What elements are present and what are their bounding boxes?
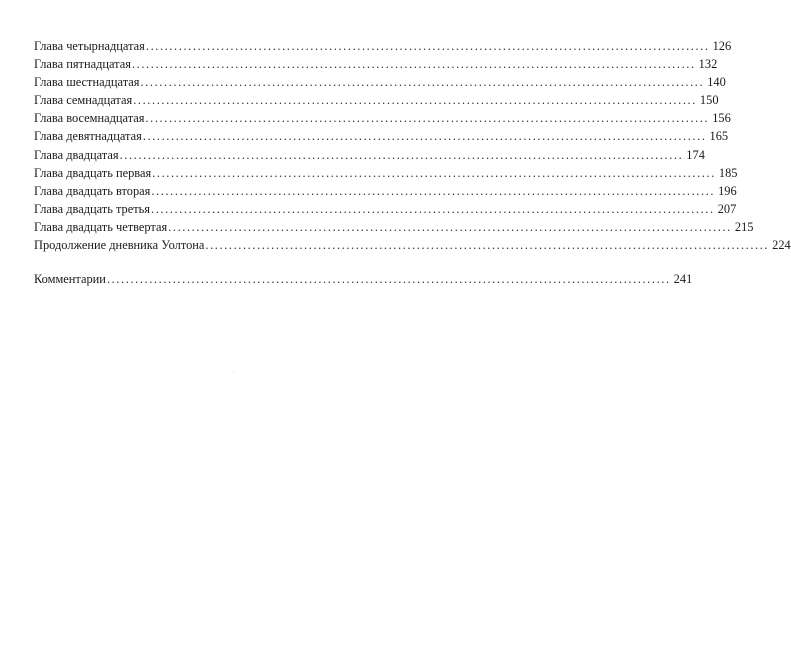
toc-entry-title: Глава двадцать вторая: [34, 183, 151, 198]
toc-entry-page: 185: [718, 165, 738, 180]
dot-leader: ........................................................................................................................: [133, 93, 697, 108]
toc-entry-page: 156: [712, 111, 731, 126]
toc-entry-page: 150: [699, 93, 719, 108]
dot-leader: ........................................................................................................................: [145, 111, 710, 126]
dot-leader: ........................................................................................................................: [151, 201, 715, 216]
toc-entry-title: Комментарии: [34, 272, 106, 287]
toc-entry: [34, 236, 791, 254]
dot-leader: ........................................................................................................................: [131, 57, 696, 72]
toc-entry-page: 140: [707, 75, 726, 90]
dot-leader: ........................................................................................................................: [145, 39, 710, 53]
toc-entry-title: Глава двадцатая: [34, 147, 119, 162]
toc-entry: [34, 91, 719, 109]
toc-entry-page: 241: [673, 272, 693, 287]
toc-entry-title: Глава шестнадцатая: [34, 75, 140, 90]
dot-leader: ........................................................................................................................: [106, 272, 671, 287]
toc-entry-title: Глава девятнадцатая: [34, 129, 142, 144]
toc-entry-page: 207: [717, 201, 737, 216]
toc-entry: [34, 270, 693, 288]
toc-entry: [34, 182, 737, 200]
toc-entry: [34, 73, 726, 91]
toc-entry: [34, 127, 729, 145]
toc-entry-page: 165: [709, 129, 729, 144]
toc-entry: [34, 146, 705, 164]
toc-entry-title: Глава двадцать третья: [34, 201, 150, 216]
toc-entry-title: Глава двадцать четвертая: [34, 219, 168, 234]
dot-leader: ........................................................................................................................: [205, 238, 770, 253]
toc-entry-page: 224: [772, 238, 791, 253]
toc-entry: [34, 218, 754, 236]
toc-entry-title: Глава восемнадцатая: [34, 111, 145, 126]
paper-speck: [233, 372, 234, 373]
dot-leader: ........................................................................................................................: [119, 147, 684, 162]
toc-entry-page: 174: [686, 147, 705, 162]
dot-leader: ........................................................................................................................: [142, 129, 707, 144]
toc-entry: [34, 55, 718, 73]
toc-entry: [34, 200, 737, 218]
toc-entry-page: 126: [712, 39, 732, 53]
table-of-contents: [34, 37, 791, 288]
toc-entry: [34, 164, 738, 182]
dot-leader: ........................................................................................................................: [152, 165, 716, 180]
toc-entry-title: Глава четырнадцатая: [34, 39, 145, 53]
dot-leader: ........................................................................................................................: [151, 183, 716, 198]
toc-entry-page: 215: [734, 219, 754, 234]
dot-leader: ........................................................................................................................: [140, 75, 705, 90]
toc-entry-page: 132: [698, 57, 718, 72]
toc-entry-title: Глава пятнадцатая: [34, 57, 131, 72]
toc-entry: [34, 37, 732, 55]
dot-leader: ........................................................................................................................: [168, 219, 732, 234]
toc-entry-title: Глава двадцать первая: [34, 165, 152, 180]
toc-entry-title: Продолжение дневника Уолтона: [34, 238, 205, 253]
toc-entry: [34, 109, 731, 127]
toc-entry-page: 196: [718, 183, 737, 198]
toc-entry-title: Глава семнадцатая: [34, 93, 133, 108]
